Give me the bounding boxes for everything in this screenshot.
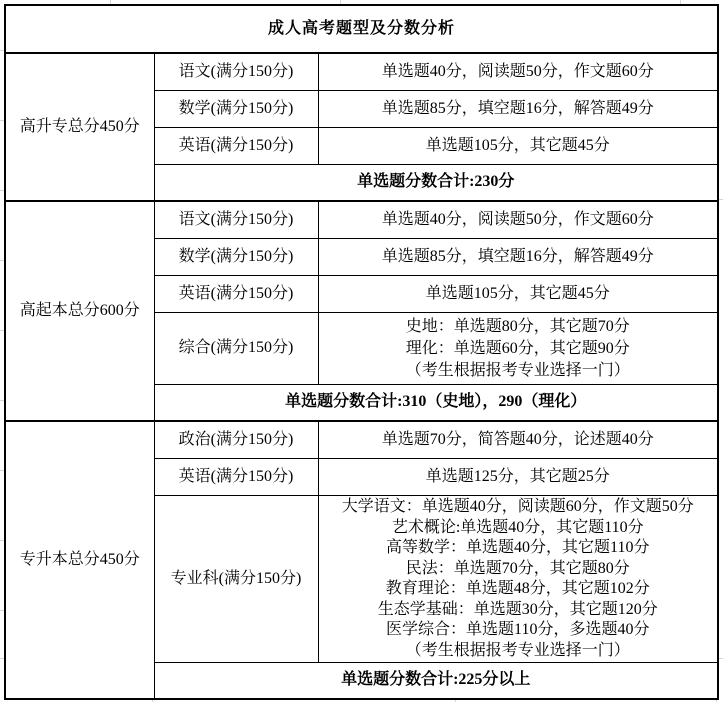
subject-cell: 综合(满分150分) <box>154 313 318 385</box>
margin-gridline <box>719 658 723 659</box>
table-row <box>5 421 718 459</box>
detail-cell <box>318 496 718 663</box>
detail-line: 理化：单选题60分，其它题90分 <box>405 339 630 357</box>
detail-cell <box>318 313 718 385</box>
margin-gridline <box>719 199 723 200</box>
detail-line: 教育理论：单选题48分，其它题102分 <box>385 580 650 597</box>
summary-cell: 单选题分数合计:230分 <box>154 165 718 202</box>
detail-line: 医学综合：单选题110分，多选题40分 <box>386 621 650 638</box>
subject-cell: 政治(满分150分) <box>154 421 318 459</box>
detail-line: 高等数学：单选题40分，其它题110分 <box>386 539 650 556</box>
subject-cell: 英语(满分150分) <box>154 128 318 165</box>
detail-cell: 单选题125分，其它题25分 <box>318 459 718 496</box>
subject-cell: 语文(满分150分) <box>154 201 318 239</box>
table-row <box>5 201 718 239</box>
summary-cell: 单选题分数合计:310（史地），290（理化） <box>154 385 718 422</box>
detail-cell: 单选题105分，其它题45分 <box>318 128 718 165</box>
subject-cell: 语文(满分150分) <box>154 53 318 91</box>
summary-cell: 单选题分数合计:225分以上 <box>154 663 718 700</box>
score-table <box>4 4 719 700</box>
detail-line: 艺术概论:单选题40分，其它题110分 <box>391 518 644 536</box>
detail-cell: 单选题85分，填空题16分，解答题49分 <box>318 91 718 128</box>
detail-cell: 单选题105分，其它题45分 <box>318 276 718 313</box>
table-row <box>5 53 718 91</box>
detail-cell: 单选题85分，填空题16分，解答题49分 <box>318 239 718 276</box>
subject-cell: 英语(满分150分) <box>154 276 318 313</box>
section-label-gaoqiben: 高起本总分600分 <box>5 201 154 421</box>
page-title: 成人高考题型及分数分析 <box>5 5 718 53</box>
section-label-gaoshengzhuan: 高升专总分450分 <box>5 53 154 201</box>
detail-line: 大学语文：单选题40分，阅读题60分，作文题50分 <box>341 498 694 515</box>
detail-cell: 单选题40分，阅读题50分，作文题60分 <box>318 201 718 239</box>
subject-cell: 专业科(满分150分) <box>154 496 318 663</box>
table-row <box>5 5 718 53</box>
subject-cell: 数学(满分150分) <box>154 239 318 276</box>
section-label-zhuanshengben: 专升本总分450分 <box>5 421 154 699</box>
detail-line: （考生根据报考专业选择一门） <box>405 361 630 379</box>
detail-cell: 单选题40分，阅读题50分，作文题60分 <box>318 53 718 91</box>
detail-cell: 单选题70分，简答题40分，论述题40分 <box>318 421 718 459</box>
detail-line: 史地：单选题80分，其它题70分 <box>405 317 630 335</box>
detail-line: 生态学基础：单选题30分，其它题120分 <box>377 600 658 618</box>
subject-cell: 数学(满分150分) <box>154 91 318 128</box>
detail-line: （考生根据报考专业选择一门） <box>405 641 630 659</box>
subject-cell: 英语(满分150分) <box>154 459 318 496</box>
detail-line: 民法：单选题70分，其它题80分 <box>405 559 630 577</box>
